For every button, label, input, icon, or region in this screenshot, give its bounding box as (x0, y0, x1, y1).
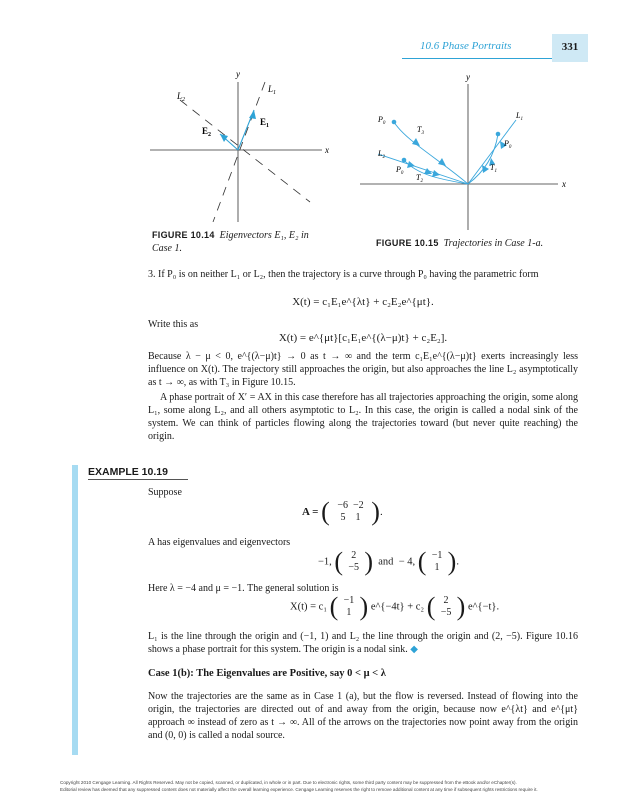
fig15-point-P0-b (402, 158, 407, 163)
fig14-L2-label: $L_2$ (177, 91, 186, 103)
example-sidebar (72, 465, 78, 755)
equation-rewritten: X(t) = e^{μt}[c₁E₁e^{(λ−μ)t} + c₂E₂]. (278, 332, 448, 344)
fig15-T3-label: $T_3$ (417, 125, 424, 136)
eigenvector-1: 2 −5 (348, 550, 360, 573)
gen-sol-end: e^{−t}. (467, 601, 500, 613)
fig14-y-label: y (236, 69, 240, 79)
copyright-line-1: Copyright 2010 Cengage Learning. All Rights Reserved. May not be copied, scanned, or duplicated, in whole or in part. Due to electronic rights, some third party content may be suppressed from the eBook and/or eChapter(s). (60, 780, 517, 785)
paragraph-because: Because λ − μ < 0, e^{(λ−μ)t} → 0 as t → ∞ and the term c₁E₁e^{(λ−μ)t} exerts increasingly less influence on X(t). The trajectory still approaches the origin, but also approaches the line L₂ asymptotically as t → ∞, as with T₃ in Figure 10.15. (148, 351, 578, 388)
fig15-trajectory-T1 (468, 134, 498, 184)
fig14-x-label: x (325, 145, 329, 155)
general-solution: X(t) = c₁ ( −1 1 ) e^{−4t} + c₂ ( 2 −5 ) e^{−t}. (290, 592, 500, 621)
fig14-caption-text: Eigenvectors E₁, E₂ in (219, 230, 309, 241)
header-rule (402, 58, 552, 59)
paragraph-write-as: Write this as (148, 319, 199, 330)
example-rule (88, 479, 188, 480)
matrix-A-a22: 1 (355, 512, 361, 523)
fig14-caption-label: FIGURE 10.14 (152, 230, 215, 240)
fig14-arrowhead-E2 (220, 134, 228, 142)
figure-10-14 (150, 62, 340, 222)
fig15-trajectory-T3 (394, 122, 468, 184)
fig15-L2-label: $L_2$ (378, 149, 385, 160)
fig14-E2-label: $E_2$ (202, 126, 212, 138)
fig15-T2-label: $T_2$ (416, 173, 423, 184)
figure-10-15-caption (376, 237, 596, 250)
fig14-E1-label: $E_1$ (260, 117, 270, 129)
running-header: 10.6 Phase Portraits (420, 40, 512, 52)
eigen-and: and (378, 556, 394, 568)
fig15-caption-label: FIGURE 10.15 (376, 238, 439, 248)
paragraph-nodal-sink: A phase portrait of X′ = AX in this case therefore has all trajectories approaching the origin, some along L₁, some along L₂, and all others asymptotic to L₂. In this case, the origin is called a nodal sink of the system. We can think of particles flowing along the trajectories toward (but never quite reaching) the origin. (148, 392, 578, 442)
matrix-A-label: A = (302, 506, 319, 518)
gen-sol-mid: e^{−4t} + c₂ (370, 601, 425, 613)
page-number: 331 (561, 41, 579, 53)
fig15-arrow-T2-a (424, 168, 432, 174)
fig15-T1-label: $T_1$ (490, 163, 497, 174)
fig15-point-P0-a (392, 120, 397, 125)
eigenvalue-1: −1, (318, 556, 332, 568)
fig15-L1-label: $L_1$ (516, 111, 523, 122)
fig15-arrow-L2-a (432, 170, 440, 177)
copyright-line-2: Editorial review has deemed that any suppressed content does not materially affect the overall learning experience. Cengage Learning reserves the right to remove additional content at any time if subsequent rights restrictions require it. (60, 787, 538, 792)
fig14-line-L2 (180, 100, 310, 202)
fig15-point-P0-c (496, 132, 501, 137)
matrix-A-a11: −6 (337, 500, 349, 511)
example-heading: EXAMPLE 10.19 (88, 466, 168, 478)
matrix-A-a21: 5 (340, 512, 346, 523)
example-conclusion: L₁ is the line through the origin and (−1, 1) and L₂ the line through the origin and (2, −5). Figure 10.16 shows a phase portrait for this system. The origin is a nodal sink. ◆ (148, 631, 578, 655)
fig15-line-L1 (468, 120, 516, 184)
matrix-A-rparen: ) (371, 497, 380, 526)
example-eig-intro: A has eigenvalues and eigenvectors (148, 537, 291, 548)
gen-sol-lhs: X(t) = c₁ (290, 601, 327, 613)
fig14-line-L1 (213, 82, 265, 222)
figure-10-14-caption (152, 229, 337, 255)
fig14-caption-text2: Case 1. (152, 243, 182, 254)
equation-parametric: X(t) = c₁E₁e^{λt} + c₂E₂e^{μt}. (292, 296, 434, 308)
fig15-P0-label-b: $P_0$ (396, 165, 404, 176)
case-1b-heading: Case 1(b): The Eigenvalues are Positive, say 0 < μ < λ (148, 668, 386, 679)
fig15-line-L2 (378, 154, 468, 184)
fig15-x-label: x (562, 179, 566, 189)
example-here: Here λ = −4 and μ = −1. The general solution is (148, 583, 339, 594)
matrix-A: A = ( −6 −2 5 1 ). (302, 497, 383, 526)
fig15-P0-label-c: $P_0$ (504, 139, 512, 150)
eigen-pairs: −1, ( 2 −5 ) and − 4, ( −1 1 ). (318, 547, 459, 576)
fig15-P0-label-a: $P_0$ (378, 115, 386, 126)
case-1b-body: Now the trajectories are the same as in Case 1 (a), but the flow is reversed. Instead of flowing into the origin, the trajectories are directed out of and away from the origin, because now e^{λt} and e^{μt} approach ∞ instead of zero as t → ∞. All of the arrows on the trajectories now point away from the origin and (0, 0) is called a nodal source. (148, 691, 578, 741)
fig14-L1-label: $L_1$ (268, 84, 277, 96)
matrix-A-lparen: ( (321, 497, 330, 526)
figure-10-15 (360, 70, 580, 230)
matrix-A-a12: −2 (353, 500, 364, 511)
fig15-y-label: y (466, 72, 470, 82)
eigenvalue-2: − 4, (398, 556, 416, 568)
end-of-example-icon: ◆ (410, 644, 418, 655)
example-suppose: Suppose (148, 487, 182, 498)
matrix-A-body (333, 500, 369, 524)
paragraph-case-3: 3. If P₀ is on neither L₁ or L₂, then the trajectory is a curve through P₀ having the parametric form (148, 269, 539, 280)
fig15-caption-text: Trajectories in Case 1-a. (443, 238, 544, 249)
fig14-arrowhead-E1 (249, 110, 256, 119)
eigenvector-2: −1 1 (431, 550, 443, 573)
